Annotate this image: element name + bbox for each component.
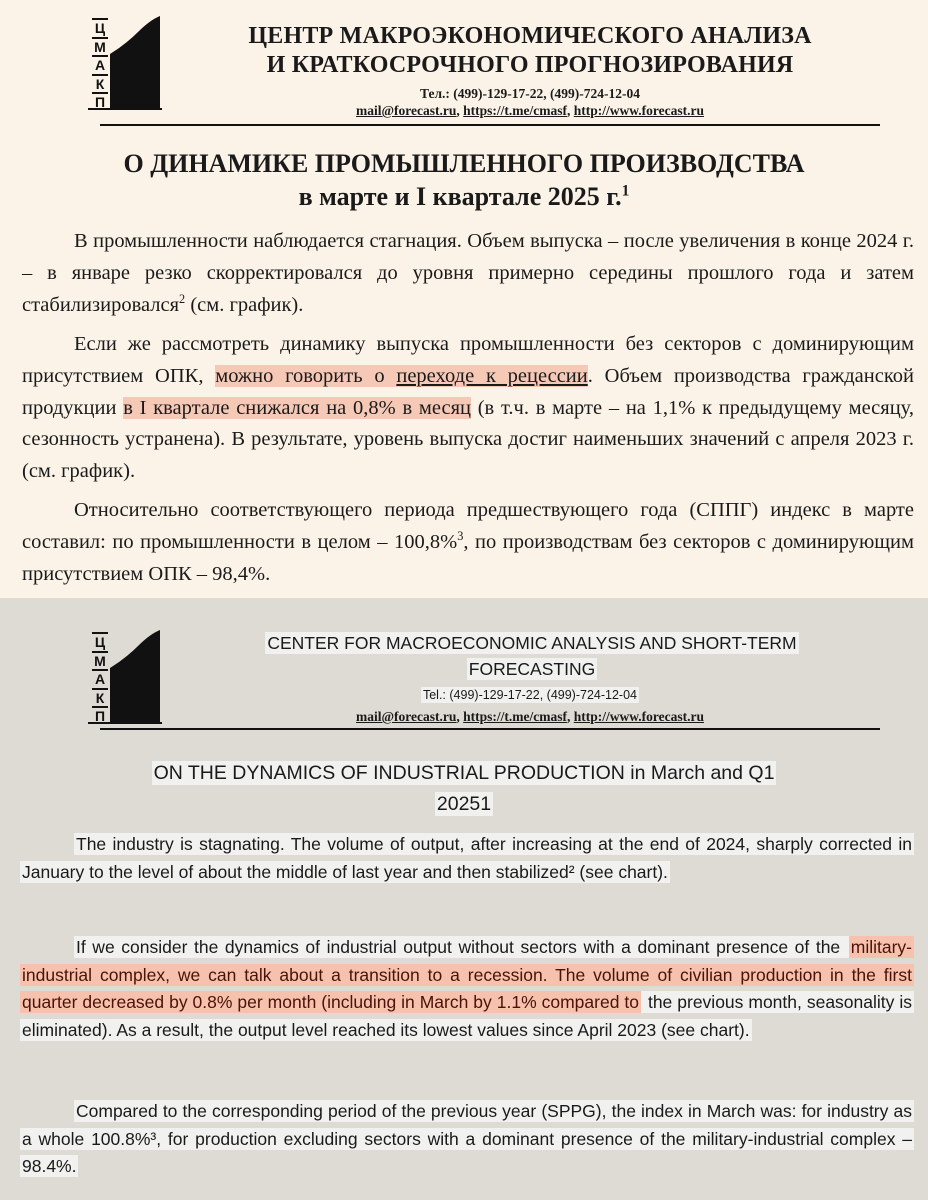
logo-letter: К	[92, 688, 108, 707]
p3-text: Compared to the corresponding period of the previous year (SPPG), the index in March was: for industry as a whole 100.8%³, for production excluding sectors with a dominant presence of the military-industrial complex – 98.4%.	[22, 1101, 912, 1176]
email-link[interactable]: mail@forecast.ru	[356, 103, 457, 118]
logo-letter: М	[92, 651, 108, 670]
p2-middle: . Объем производства гражданской продукции	[22, 364, 914, 419]
logo-letter: П	[92, 92, 108, 111]
underlined-text: переходе к рецессии	[396, 364, 588, 387]
footnote-ref: 3	[457, 528, 464, 543]
footnote-ref: 2	[179, 291, 186, 306]
paragraph-3-ru	[22, 495, 914, 590]
p1-text: The industry is stagnating. The volume of output, after increasing at the end of 2024, sharply corrected in January to the level of about the middle of last year and then stabilized² (see chart).	[22, 834, 912, 882]
document-title-ru	[60, 147, 868, 213]
paragraph-1-ru	[22, 226, 914, 321]
org-name-ru	[210, 22, 850, 80]
logo-letters	[92, 18, 108, 111]
telegram-link[interactable]: https://t.me/cmasf	[463, 103, 568, 118]
phone-en	[300, 688, 760, 702]
p2-text: If we consider the dynamics of industrial output without sectors with a dominant presence of the	[76, 937, 847, 957]
telegram-link[interactable]: https://t.me/cmasf	[463, 709, 568, 724]
russian-document-panel	[0, 0, 928, 598]
p3-text: Относительно соответствующего периода предшествующего года (СППГ) индекс в марте составил: по промышленности в целом – 100,8%	[22, 499, 914, 553]
website-link[interactable]: http://www.forecast.ru	[573, 709, 704, 724]
org-name-line2: И КРАТКОСРОЧНОГО ПРОГНОЗИРОВАНИЯ	[266, 52, 794, 78]
paragraph-2-ru	[22, 329, 914, 488]
org-name-line1: ЦЕНТР МАКРОЭКОНОМИЧЕСКОГО АНАЛИЗА	[248, 23, 812, 49]
paragraph-3-en	[20, 1098, 914, 1181]
p1-text: В промышленности наблюдается стагнация. Объем выпуска – после увеличения в конце 2024 г. – в январе резко скорректировался до уровня примерно середины прошлого года и затем стабилизировался	[22, 230, 914, 316]
english-document-panel	[0, 598, 928, 1200]
p2-text: Если же рассмотреть динамику выпуска промышленности без секторов с доминирующим присутствием ОПК,	[22, 333, 914, 387]
header-divider	[100, 124, 880, 126]
p1-tail: (см. график).	[185, 293, 304, 316]
logo-letter: М	[92, 37, 108, 56]
phone-ru: Тел.: (499)-129-17-22, (499)-724-12-04	[419, 86, 640, 101]
logo-letter: Ц	[92, 18, 108, 37]
title-line1: ON THE DYNAMICS OF INDUSTRIAL PRODUCTION in March and Q1	[153, 762, 775, 784]
org-name-line2: FORECASTING	[468, 659, 596, 679]
title-line1: О ДИНАМИКЕ ПРОМЫШЛЕННОГО ПРОИЗВОДСТВА	[123, 149, 805, 178]
email-link[interactable]: mail@forecast.ru	[356, 709, 457, 724]
logo-letters	[92, 632, 108, 725]
highlight-text: можно говорить о	[215, 364, 397, 387]
cmasf-logo	[86, 628, 164, 724]
title-line2-text: в марте и I квартале 2025 г.	[298, 182, 622, 211]
contact-links-en: mail@forecast.ru, https://t.me/cmasf, http://www.forecast.ru	[356, 709, 704, 724]
logo-letter: А	[92, 669, 108, 688]
contact-links-ru: mail@forecast.ru, https://t.me/cmasf, http://www.forecast.ru	[356, 103, 704, 118]
cmasf-logo	[86, 14, 164, 110]
phone-en-text: Tel.: (499)-129-17-22, (499)-724-12-04	[422, 688, 637, 702]
highlight-recession-en: military-industrial complex, we can talk about a transition to a recession. The volume of civilian production in the first quarter decreased by 0.8% per month (including in March by 1.1% compared to	[22, 937, 912, 1012]
logo-letter: Ц	[92, 632, 108, 651]
document-title-en	[60, 758, 868, 820]
logo-letter: К	[92, 74, 108, 93]
title-line2: 20251	[436, 793, 492, 815]
paragraph-1-en	[20, 831, 914, 886]
highlight-decline: в I квартале снижался на 0,8% в месяц	[123, 396, 471, 419]
footnote-ref: 1	[621, 182, 630, 200]
logo-letter: А	[92, 55, 108, 74]
org-name-line1: CENTER FOR MACROECONOMIC ANALYSIS AND SHORT-TERM	[267, 633, 797, 653]
logo-letter: П	[92, 706, 108, 725]
org-name-en	[200, 630, 864, 682]
p3-tail: , по производствам без секторов с доминирующим присутствием ОПК – 98,4%.	[22, 530, 914, 585]
website-link[interactable]: http://www.forecast.ru	[573, 103, 704, 118]
header-divider	[100, 728, 880, 730]
paragraph-2-en	[20, 934, 914, 1044]
highlight-recession	[215, 365, 588, 387]
title-line2	[60, 180, 868, 213]
p2-tail: the previous month, seasonality is eliminated). As a result, the output level reached its lowest values since April 2023 (see chart).	[22, 992, 912, 1040]
p2-tail: (в т.ч. в марте – на 1,1% к предыдущему месяцу, сезонность устранена). В результате, уровень выпуска достиг наименьших значений с апреля 2023 г. (см. график).	[22, 396, 914, 483]
